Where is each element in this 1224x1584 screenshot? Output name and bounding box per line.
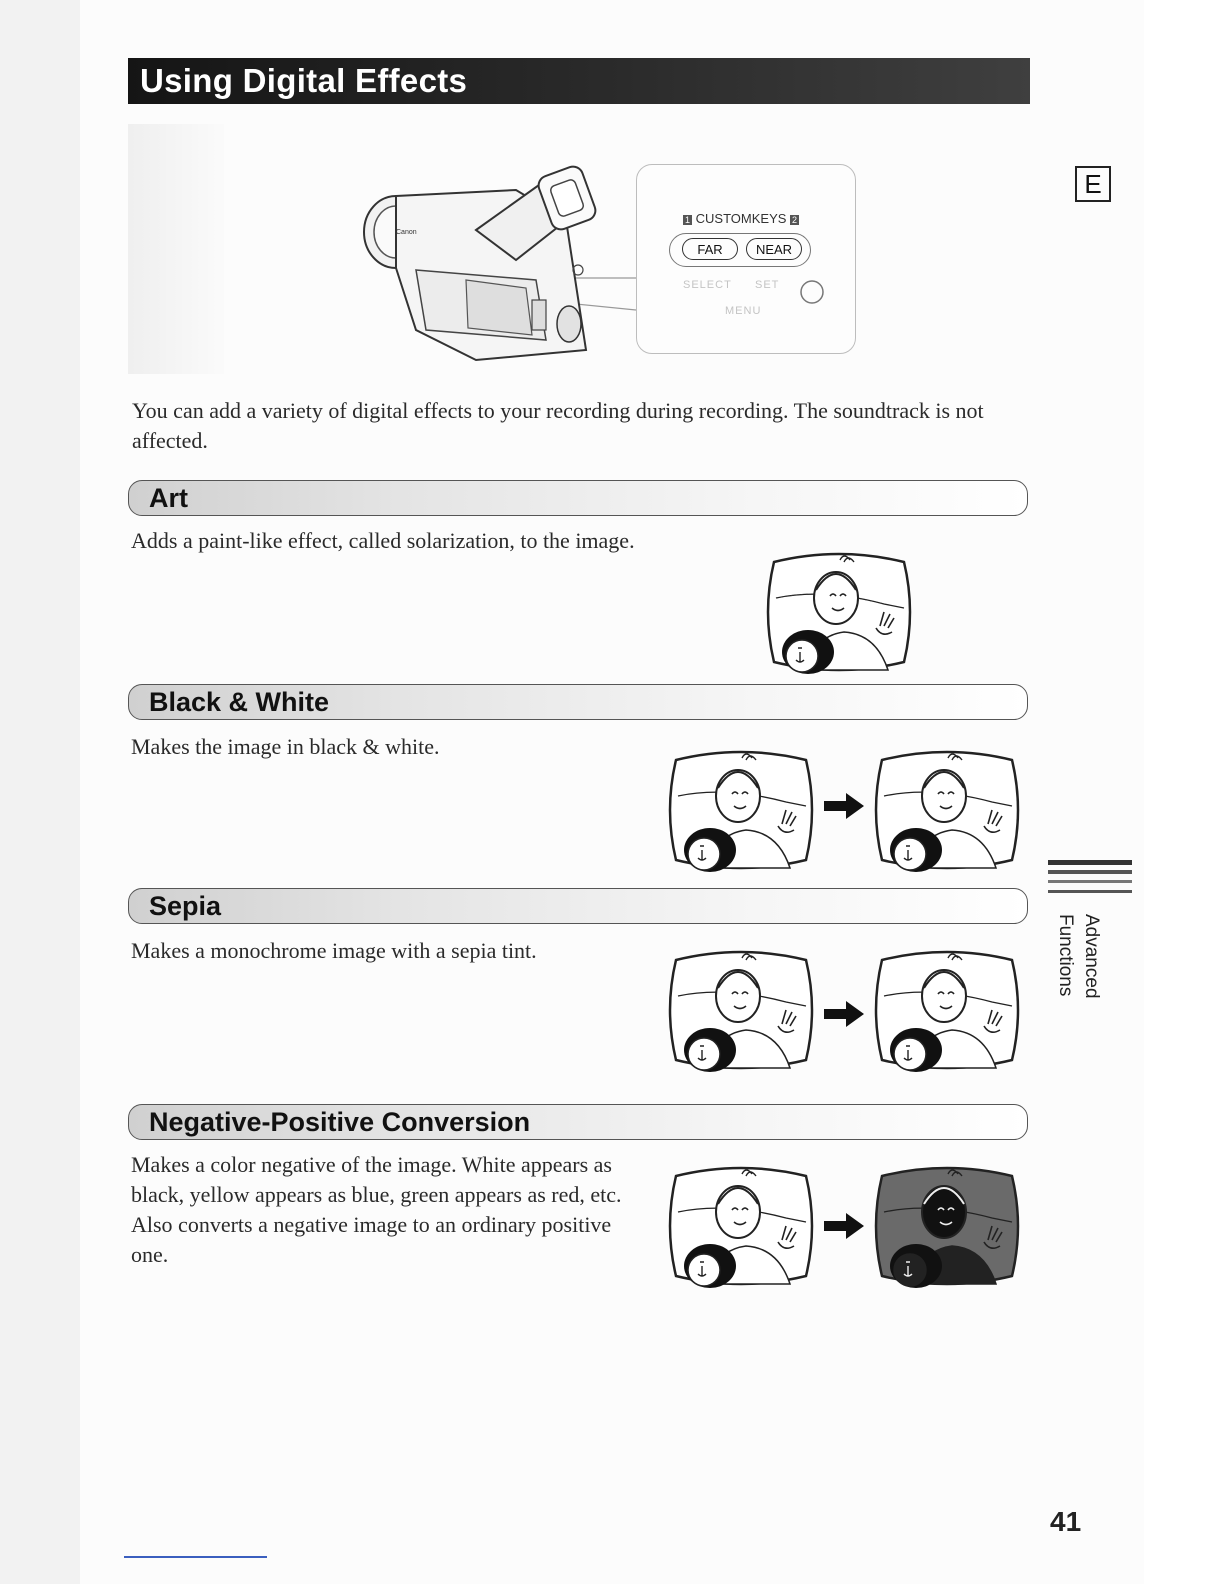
custom-key-group bbox=[669, 233, 811, 267]
section-title-black-white: Black & White bbox=[149, 687, 330, 717]
section-header-negative-positive bbox=[128, 1104, 1028, 1140]
screen-negative-after bbox=[872, 1162, 1022, 1290]
side-tab-line-2: Functions bbox=[1055, 914, 1076, 997]
screen-art-example bbox=[764, 548, 914, 676]
select-label: SELECT bbox=[683, 279, 732, 291]
section-desc-black-white: Makes the image in black & white. bbox=[131, 734, 440, 759]
section-desc-negative-positive: Makes a color negative of the image. White appears as black, yellow appears as blue, green appears as red, etc. Also converts a negative image to an ordinary positive one. bbox=[131, 1152, 622, 1267]
near-button[interactable]: NEAR bbox=[746, 238, 802, 260]
right-arrow-icon bbox=[822, 998, 866, 1030]
section-header-sepia bbox=[128, 888, 1028, 924]
screen-sepia-before bbox=[666, 946, 816, 1074]
page-number: 41 bbox=[1050, 1506, 1082, 1537]
section-header-black-white bbox=[128, 684, 1028, 720]
language-marker: E bbox=[1075, 166, 1111, 202]
set-label: SET bbox=[755, 279, 780, 291]
custom-keys-text: CUSTOMKEYS bbox=[695, 211, 787, 226]
bottom-rule bbox=[124, 1556, 267, 1558]
screen-bw-after bbox=[872, 746, 1022, 874]
section-desc-sepia: Makes a monochrome image with a sepia tint. bbox=[131, 938, 537, 963]
page-title-bar bbox=[128, 58, 1030, 104]
custom-keys-label bbox=[683, 211, 799, 226]
section-title-sepia: Sepia bbox=[149, 891, 222, 921]
page-edge-shadow bbox=[0, 0, 80, 1584]
key-1-number: 1 bbox=[685, 215, 691, 225]
section-header-art bbox=[128, 480, 1028, 516]
key-2-number: 2 bbox=[792, 215, 798, 225]
side-tab-label bbox=[1044, 910, 1164, 1030]
far-button[interactable]: FAR bbox=[682, 238, 738, 260]
section-title-art: Art bbox=[149, 483, 188, 513]
screen-negative-before bbox=[666, 1162, 816, 1290]
page-title: Using Digital Effects bbox=[140, 62, 468, 99]
side-tab-bars bbox=[1048, 858, 1132, 902]
custom-keys-panel bbox=[636, 164, 856, 354]
faded-margin-art bbox=[128, 124, 224, 374]
side-tab-line-1: Advanced bbox=[1081, 914, 1102, 999]
section-desc-art: Adds a paint-like effect, called solarization, to the image. bbox=[131, 528, 635, 553]
right-arrow-icon bbox=[822, 790, 866, 822]
menu-label: MENU bbox=[725, 305, 762, 317]
screen-sepia-after bbox=[872, 946, 1022, 1074]
screen-bw-before bbox=[666, 746, 816, 874]
section-title-negative-positive: Negative-Positive Conversion bbox=[149, 1107, 531, 1137]
menu-dial-icon[interactable] bbox=[797, 277, 827, 307]
camera-brand-label: Canon bbox=[396, 229, 417, 236]
intro-paragraph: You can add a variety of digital effects to your recording during recording. The soundtrack is not affected. bbox=[132, 398, 984, 453]
right-arrow-icon bbox=[822, 1210, 866, 1242]
